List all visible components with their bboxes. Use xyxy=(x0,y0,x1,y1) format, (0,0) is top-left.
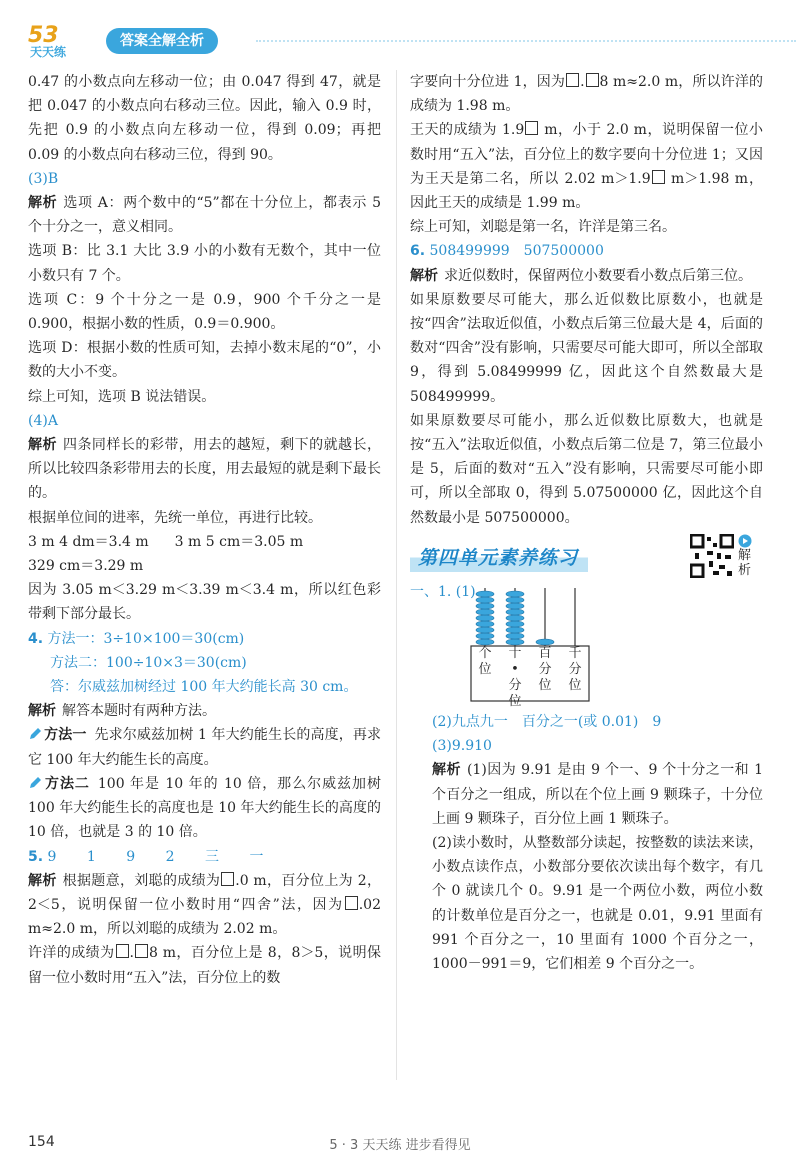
question-number: 4. xyxy=(28,630,44,647)
q4-method2-explain: 方法二 100 年是 10 年的 10 倍，那么尔威兹加树 100 年大约能生长的高度也是 10 年大约能生长的高度的 10 倍，也就是 3 的 10 倍。 xyxy=(28,775,381,841)
abacus-rods xyxy=(476,588,575,646)
abacus-bead xyxy=(506,615,524,621)
abacus-bead xyxy=(536,639,554,645)
pencil-icon xyxy=(28,727,42,741)
q3-line: 选项 C：9 个十分之一是 0.9，900 个千分之一是 0.900，根据小数的性质，0.9＝0.900。 xyxy=(28,291,381,333)
abacus-place-label: 个 位 xyxy=(478,646,492,678)
abacus-bead xyxy=(476,603,494,609)
abacus-bead xyxy=(476,591,494,597)
abacus-place-label: 十 •分 位 xyxy=(508,646,522,710)
q6-para: 如果原数要尽可能大，那么近似数比原数小，也就是按“四舍”法取近似值，小数点后第三位最大是 4，后面的数对“四舍”没有影响，只需要尽可能大即可，所以全部取 9，得到 5.08499999 亿，因此这个自然数最大是 508499999。 xyxy=(410,291,763,405)
abacus-bead xyxy=(476,615,494,621)
unit-analysis: 解析 (1)因为 9.91 是由 9 个一、9 个十分之一和 1 个百分之一组成，所以在个位上画 9 颗珠子，十分位上画 9 颗珠子，百分位上画 1 颗珠子。 xyxy=(432,762,763,827)
abacus-bead xyxy=(506,627,524,633)
abacus-bead xyxy=(506,597,524,603)
abacus-bead xyxy=(506,633,524,639)
svg-text:53: 53 xyxy=(28,23,59,48)
abacus-bead xyxy=(506,639,524,645)
q4sub-analysis: 解析 四条同样长的彩带，用去的越短，剩下的就越长，所以比较四条彩带用去的长度，用去最短的就是剩下最长的。 xyxy=(28,437,382,502)
q5-continued: 王天的成绩为 1.9 m，小于 2.0 m，说明保留一位小数时用“五入”法，百分位上的数字要向十分位进 1；又因为王天是第二名，所以 2.02 m＞1.9 m＞1.98 m，因此王天的成绩是 1.99 m。 xyxy=(410,122,763,212)
q4sub-line: 因为 3.05 m＜3.29 m＜3.39 m＜3.4 m，所以红色彩带剩下部分最长。 xyxy=(28,582,381,623)
q3-line: 选项 D：根据小数的性质可知，去掉小数末尾的“0”，小数的大小不变。 xyxy=(28,340,381,381)
brand-logo-icon xyxy=(26,20,82,60)
blank-box xyxy=(525,121,538,135)
q4sub-line: 根据单位间的进率，先统一单位，再进行比较。 xyxy=(28,509,322,526)
abacus-bead xyxy=(476,627,494,633)
q4sub-line: 329 cm＝3.29 m xyxy=(28,558,144,575)
unit-question-lead: 一、1. (1) xyxy=(410,584,476,601)
qr-label: 解析 xyxy=(738,547,752,578)
abacus-place-label: 千 分 位 xyxy=(568,646,582,694)
q3-line: 综上可知，选项 B 说法错误。 xyxy=(28,388,216,405)
section-title: 第四单元素养练习 xyxy=(410,544,588,572)
play-icon xyxy=(738,534,752,548)
abacus-bead xyxy=(506,603,524,609)
abacus-bead xyxy=(506,591,524,597)
q4-method1: 4. 方法一：3÷10×100＝30(cm) xyxy=(28,630,245,647)
abacus-bead xyxy=(476,609,494,615)
blank-box xyxy=(652,170,665,184)
q5-answers: 5. 9 1 9 2 三 一 xyxy=(28,848,264,865)
page-header xyxy=(26,20,776,60)
blank-box xyxy=(116,944,129,958)
q5-analysis: 解析 根据题意，刘聪的成绩为 .0 m，百分位上为 2，2＜5，说明保留一位小数时用“四舍”法，因为 .02 m≈2.0 m，所以刘聪的成绩为 2.02 m。 xyxy=(28,872,381,938)
column-divider xyxy=(396,70,397,1080)
q4-analysis: 解析 解答本题时有两种方法。 xyxy=(28,703,216,720)
abacus-bead xyxy=(476,597,494,603)
abacus-bead xyxy=(506,621,524,627)
question-number: 5. xyxy=(28,848,44,865)
svg-text:天天练: 天天练 xyxy=(30,45,67,59)
q4-answer: 答：尔威兹加树经过 100 年大约能长高 30 cm。 xyxy=(50,679,358,696)
question-number: 6. xyxy=(410,243,426,260)
pencil-icon xyxy=(28,776,42,790)
q6-para: 如果原数要尽可能小，那么近似数比原数大，也就是按“五入”法取近似值，小数点后第二位是 7，第三位最小是 5，后面的数对“五入”没有影响，只需要尽可能小即可，所以全部取 0，得到 5.07500000 亿，因此这个自然数最小是 507500000。 xyxy=(410,412,763,526)
qr-code-icon[interactable] xyxy=(690,534,734,578)
q3-analysis: 解析 选项 A：两个数中的“5”都在十分位上，都表示 5 个十分之一，意义相同。 xyxy=(28,195,382,236)
unit-answer-3: (3)9.910 xyxy=(432,738,492,755)
abacus-block xyxy=(410,580,763,710)
q5-continued: 字要向十分位进 1，因为 . 8 m≈2.0 m，所以许洋的成绩为 1.98 m。 xyxy=(410,74,764,115)
blank-box xyxy=(221,872,234,886)
intro-paragraph: 0.47 的小数点向左移动一位；由 0.047 得到 47，就是把 0.047 的小数点向右移动三位。因此，输入 0.9 时，先把 0.9 的小数点向左移动一位，得到 0.09；再把 0.09 的小数点向右移动三位，得到 90。 xyxy=(28,74,381,163)
blank-box xyxy=(135,944,148,958)
abacus-bead xyxy=(476,633,494,639)
analysis-tag: 解析 xyxy=(410,267,438,284)
blank-box xyxy=(586,73,599,87)
q6-analysis: 解析 求近似数时，保留两位小数要看小数点后第三位。 xyxy=(410,267,752,284)
abacus-bead xyxy=(476,639,494,645)
unit-answer-2: (2)九点九一 百分之一(或 0.01) 9 xyxy=(432,714,662,731)
header-title: 答案全解全析 xyxy=(106,28,218,54)
q4-method1-explain: 方法一 先求尔威兹加树 1 年大约能生长的高度，再求它 100 年大约能生长的高度。 xyxy=(28,727,381,768)
footer-slogan: 5 · 3 天天练 进步看得见 xyxy=(329,1138,471,1153)
q5-line: 许洋的成绩为 . 8 m，百分位上是 8，8＞5，说明保留一位小数时用“五入”法，百分位上的数 xyxy=(28,945,381,986)
q3-line: 选项 B：比 3.1 大比 3.9 小的小数有无数个，其中一位小数只有 7 个。 xyxy=(28,243,381,284)
q6-answer: 6. 508499999 507500000 xyxy=(410,243,604,260)
abacus-place-label: 百 分 位 xyxy=(538,646,552,694)
left-column xyxy=(28,70,381,990)
header-divider xyxy=(256,40,796,42)
page-number: 154 xyxy=(28,1134,55,1150)
page-footer xyxy=(0,1130,800,1160)
blank-box xyxy=(566,73,579,87)
analysis-tag: 解析 xyxy=(28,703,56,720)
analysis-tag: 解析 xyxy=(432,762,461,779)
q5-conclusion: 综上可知，刘聪是第一名，许洋是第三名。 xyxy=(410,219,676,236)
q3-answer: (3)B xyxy=(28,170,59,187)
q4sub-line: 3 m 4 dm＝3.4 m 3 m 5 cm＝3.05 m xyxy=(28,533,304,550)
q4sub-answer: (4)A xyxy=(28,412,58,429)
abacus-bead xyxy=(476,621,494,627)
analysis-tag: 解析 xyxy=(28,437,57,454)
q4-method2: 方法二：100÷10×3＝30(cm) xyxy=(50,654,247,671)
right-column xyxy=(410,70,763,976)
unit-para: (2)读小数时，从整数部分读起，按整数的读法来读，小数点读作点，小数部分要依次读出每个数字，有几个 0 就读几个 0。9.91 是一个两位小数，两位小数的计数单位是百分之一，也就是 0.01，9.91 里面有 991 个百分之一，10 里面有 1000 个百分之一，1000－991＝9，它们相差 9 个百分之一。 xyxy=(432,835,763,973)
analysis-tag: 解析 xyxy=(28,872,57,889)
analysis-tag: 解析 xyxy=(28,195,58,212)
blank-box xyxy=(345,896,358,910)
abacus-bead xyxy=(506,609,524,615)
